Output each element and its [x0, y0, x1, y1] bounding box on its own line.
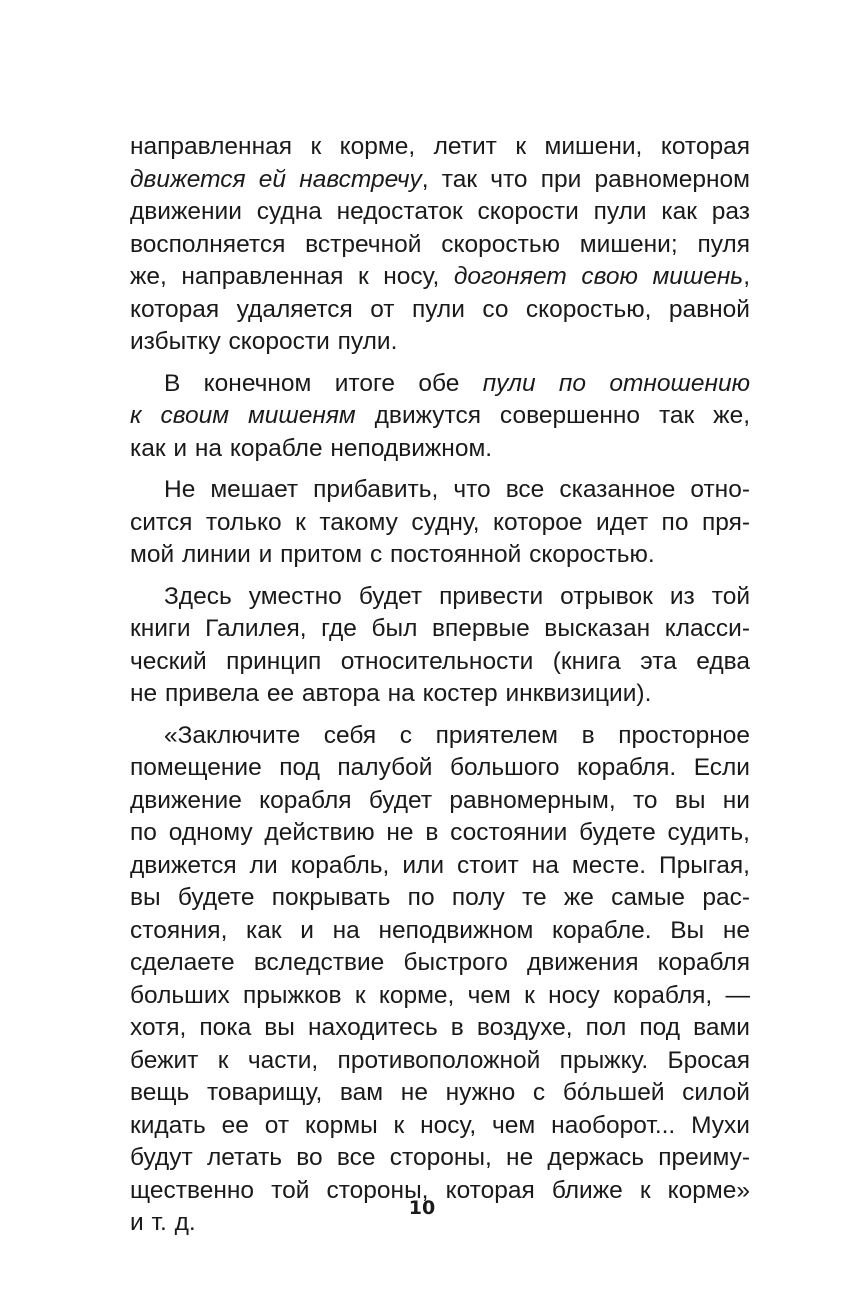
text-line [130, 196, 750, 229]
text-line [130, 613, 750, 646]
text-run: ческий принцип относительности (книга эта едва [130, 647, 750, 675]
text-run: больших прыжков к корме, чем к носу корабля, — [130, 981, 750, 1009]
text-run: будут летать во все стороны, не держась преиму- [130, 1144, 750, 1171]
text-run: движении судна недостаток скорости пули как раз [130, 198, 750, 225]
text-line [130, 646, 750, 679]
text-line [130, 752, 750, 785]
text-run: движение корабля будет равномерным, то вы ни [130, 786, 750, 814]
paragraph [130, 720, 750, 1240]
text-run: вещь товарищу, вам не нужно с бо́льшей силой [130, 1079, 750, 1106]
text-line [130, 817, 750, 850]
text-run: направленная к корме, летит к мишени, которая [130, 133, 750, 160]
text-line [130, 326, 750, 359]
text-run: восполняется встречной скоростью мишени; пуля [130, 230, 750, 258]
text-line [130, 1110, 750, 1143]
text-line [130, 980, 750, 1013]
text-line [130, 164, 750, 197]
text-line [130, 915, 750, 948]
text-run: и т. д. [130, 1209, 196, 1236]
text-run: кидать ее от кормы к носу, чем наоборот... Мухи [130, 1111, 750, 1139]
italic-run: пули по отношению [482, 369, 750, 397]
italic-run: движется ей навстречу [130, 165, 422, 193]
text-line [130, 539, 750, 572]
text-run: бежит к части, противоположной прыжку. Бросая [130, 1046, 750, 1074]
text-line [130, 882, 750, 915]
text-run: хотя, пока вы находитесь в воздухе, пол под вами [130, 1014, 750, 1041]
paragraph [130, 131, 750, 359]
text-line [130, 1077, 750, 1110]
text-line [130, 1142, 750, 1175]
page-number: 10 [408, 1197, 436, 1219]
text-run: помещение под палубой большого корабля. Если [130, 754, 750, 781]
italic-run: к своим мишеням [130, 402, 356, 429]
paragraph [130, 581, 750, 711]
text-line [130, 1045, 750, 1078]
text-run: мой линии и притом с постоянной скоростью. [130, 541, 655, 568]
text-line [130, 261, 750, 294]
text-run: книги Галилея, где был впервые высказан класси- [130, 615, 750, 642]
text-line [130, 678, 750, 711]
text-run: как и на корабле неподвижном. [130, 434, 493, 462]
text-run: по одному действию не в состоянии будете судить, [130, 819, 750, 846]
paragraph [130, 368, 750, 466]
text-line [130, 474, 750, 507]
text-run: сделаете вследствие быстрого движения корабля [130, 949, 750, 976]
text-line [130, 1012, 750, 1045]
text-run: которая удаляется от пули со скоростью, равной [130, 295, 750, 323]
italic-run: догоняет свою мишень [453, 263, 744, 290]
text-run: сится только к такому судну, которое идет по пря- [130, 508, 750, 536]
text-line [130, 720, 750, 753]
text-line [130, 433, 750, 466]
text-line [130, 947, 750, 980]
text-run: вы будете покрывать по полу те же самые рас- [130, 884, 750, 911]
text-line [130, 400, 750, 433]
text-run: В конечном итоге обе [164, 369, 483, 397]
text-run: движутся совершенно так же, [355, 402, 751, 429]
text-run: стояния, как и на неподвижном корабле. Вы не [130, 916, 750, 944]
text-line [130, 131, 750, 164]
text-run: избытку скорости пули. [130, 328, 398, 355]
text-run: «Заключите себя с приятелем в просторное [164, 721, 750, 749]
text-line [130, 507, 750, 540]
text-line [130, 785, 750, 818]
text-run: не привела ее автора на костер инквизиции). [130, 680, 652, 707]
text-run: же, направленная к носу, [130, 263, 454, 290]
text-run: щественно той стороны, которая ближе к корме» [130, 1176, 750, 1204]
text-line [130, 850, 750, 883]
text-line [130, 229, 750, 262]
body-text [130, 131, 750, 1249]
text-run: движется ли корабль, или стоит на месте. Прыгая, [130, 851, 750, 879]
text-run: , так что при равномерном [421, 165, 750, 193]
text-run: Не мешает прибавить, что все сказанное отно- [164, 476, 750, 503]
text-line [130, 581, 750, 614]
text-run: Здесь уместно будет привести отрывок из той [164, 582, 750, 610]
text-line [130, 368, 750, 401]
paragraph [130, 474, 750, 572]
text-run: , [743, 263, 751, 290]
text-line [130, 294, 750, 327]
